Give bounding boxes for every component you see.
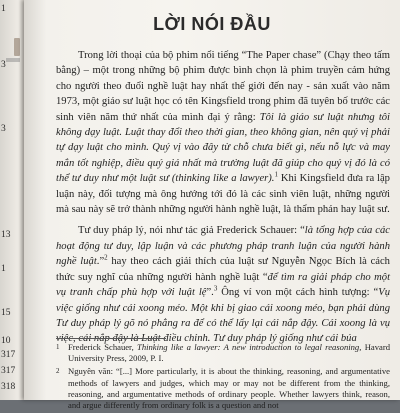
footnote-ref: 1 <box>274 170 278 179</box>
page-edge-number: 13 <box>1 230 11 240</box>
page-edge-number: 318 <box>1 382 16 392</box>
body-text <box>56 48 390 353</box>
text-run: Trong lời thoại của bộ phim nổi tiếng “The Paper chase” (Chạy theo tấm bằng) – một trong những bộ phim được bình chọn là phim truyền cảm hứng cho người theo đuổi nghề luật hay nhất thế giới đến nay - sản xuất vào năm 1973, một giáo sư luật học có tên Kingsfield trong phim đã tuyên bố trước các sinh viên năm thứ nhất của mình đại ý rằng: <box>56 50 390 123</box>
text-run: Havard University Press, 2009, P. I. <box>68 342 390 364</box>
text-run: Frederick Schauer, <box>68 342 138 352</box>
footnote-text <box>68 366 390 411</box>
text-run: Tư duy pháp lý, nói như tác giả Frederick Schauer: “ <box>78 225 305 237</box>
footnotes <box>56 342 390 413</box>
text-run: để tìm ra giải pháp cho một vụ tranh chấp phù hợp với luật lệ <box>56 271 391 299</box>
bookmark-tab <box>14 38 20 56</box>
page-edge-number: 317 <box>1 350 16 360</box>
text-run: Ông ví von một cách hình tượng: “ <box>217 287 379 299</box>
footnote-ref: 2 <box>104 253 108 262</box>
paragraph <box>56 223 390 346</box>
text-run: hay theo cách giải thích của luật sư Nguyễn Ngọc Bích là cách thức suy nghĩ của những người hành nghề luật “ <box>56 256 390 283</box>
text-run: Khi Kingsfield đưa ra lập luận này, đối tượng mà ông hướng tới đó là các sinh viên luật, những người mà sau này sẽ trở thành những người hành nghề luật, là thẩm phán hay luật sư. <box>56 173 390 216</box>
page-edge-number: 317 <box>1 366 16 376</box>
page-edge-number: 1 <box>1 264 6 274</box>
book-page <box>24 0 400 411</box>
page-edge-number: 1 <box>1 4 6 14</box>
text-run: Vụ việc giống như cái xoong méo. Một khi bị giao cái xoong méo, bạn phải dùng Tư duy pháp lý gõ nó phẳng ra để có thể lấy lại cái nắp đậy. Cái xoong là vụ việc, cái nắp đậy là Luật điều chỉnh. Tư duy pháp lý giống như cái búa <box>56 287 390 345</box>
previous-page-edge <box>0 0 26 400</box>
text-run: Thinking like a lawyer: A new introduction to legal reasoning, <box>137 342 362 352</box>
page-edge-number: 15 <box>1 308 11 318</box>
page-edge-number: 3 <box>1 60 6 70</box>
text-run: Tôi là giáo sư luật nhưng tôi không dạy luật. Luật thay đổi theo thời gian, theo không gian, nên quý vị phải tự dạy luật cho mình. Quý vị vào đây từ chỗ chưa biết gì, nếu nỗ lực và may mắn tốt nghiệp, điều quý giá nhất mà trường luật đã giúp cho quý vị đó là có thể tư duy như một luật sư (thinking like a lawyer). <box>56 111 390 185</box>
footnote <box>56 342 390 364</box>
text-run: Nguyên văn: “[...] More particularly, it is about the thinking, reasoning, and argumentative methods of lawyers and judges, which may or may not be different from the thinking, reasoning, and argumentative methods of ordinary people. Whether lawyers think, reason, and argue differently from ordinary folk is a question and not <box>68 366 390 411</box>
text-run: là tổng hợp của các hoạt động tư duy, lập luận và các phương pháp tranh luận của người hành nghề luật <box>56 225 390 268</box>
text-run: ”. <box>206 287 214 299</box>
footnote-divider <box>56 338 166 339</box>
text-run: .” <box>96 256 105 268</box>
page-title: LỜI NÓI ĐẦU <box>153 14 271 34</box>
page-edge-number: 3 <box>1 124 6 134</box>
footnote-number: 2 <box>56 367 60 376</box>
page-edge-number: 10 <box>1 336 11 346</box>
page-mark <box>6 58 20 62</box>
footnote-number: 1 <box>56 343 60 351</box>
footnote-text <box>68 342 390 364</box>
footnote-ref: 3 <box>213 284 218 293</box>
paragraph <box>56 48 390 217</box>
footnote <box>56 366 390 411</box>
